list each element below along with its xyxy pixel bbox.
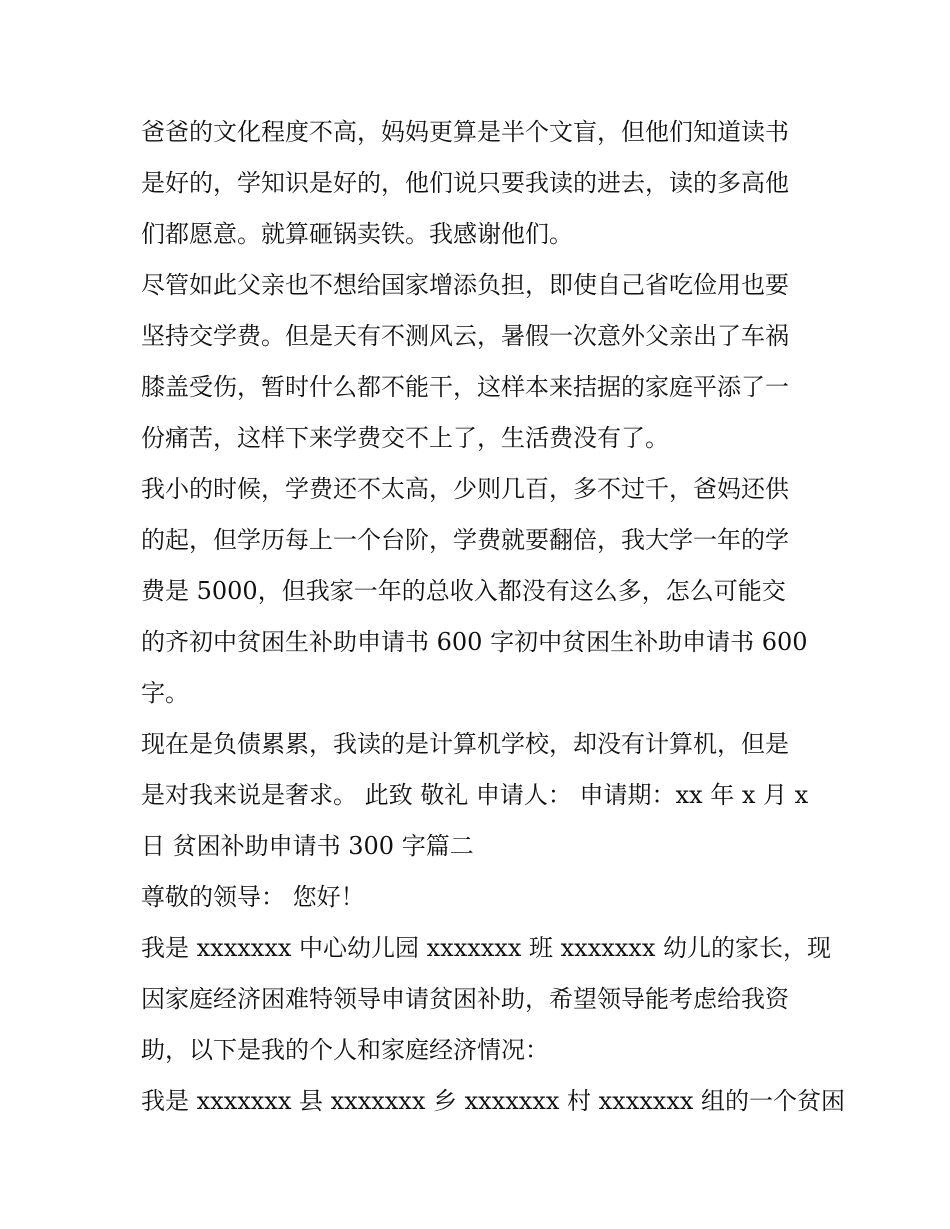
text-line: 份痛苦，这样下来学费交不上了，生活费没有了。 — [141, 424, 669, 452]
text-line: 的齐初中贫困生补助申请书 600 字初中贫困生补助申请书 600 — [141, 628, 808, 656]
text-line: 尊敬的领导： 您好！ — [141, 883, 365, 911]
text-line: 是对我来说是奢求。 此致 敬礼 申请人： 申请期：xx 年 x 月 x — [141, 781, 809, 809]
text-line: 的起，但学历每上一个台阶，学费就要翻倍，我大学一年的学 — [141, 526, 789, 554]
text-line: 日 贫困补助申请书 300 字篇二 — [141, 832, 474, 860]
text-line: 现在是负债累累，我读的是计算机学校，却没有计算机，但是 — [141, 730, 789, 758]
text-line: 因家庭经济困难特领导申请贫困补助，希望领导能考虑给我资 — [141, 985, 789, 1013]
text-line: 字。 — [141, 679, 189, 707]
text-line: 尽管如此父亲也不想给国家增添负担，即使自己省吃俭用也要 — [141, 271, 789, 299]
text-line: 我是 xxxxxxx 县 xxxxxxx 乡 xxxxxxx 村 xxxxxxx 组的一个贫困 — [141, 1087, 846, 1115]
text-line: 们都愿意。就算砸锅卖铁。我感谢他们。 — [141, 220, 573, 248]
text-line: 我是 xxxxxxx 中心幼儿园 xxxxxxx 班 xxxxxxx 幼儿的家长，现 — [141, 934, 832, 962]
text-line: 费是 5000，但我家一年的总收入都没有这么多，怎么可能交 — [141, 577, 786, 605]
text-line: 我小的时候，学费还不太高，少则几百，多不过千，爸妈还供 — [141, 475, 789, 503]
document-body — [141, 107, 846, 1127]
text-line: 是好的，学知识是好的，他们说只要我读的进去，读的多高他 — [141, 169, 789, 197]
text-line: 助，以下是我的个人和家庭经济情况： — [141, 1036, 549, 1064]
text-line: 膝盖受伤，暂时什么都不能干，这样本来拮据的家庭平添了一 — [141, 373, 789, 401]
text-line: 爸爸的文化程度不高，妈妈更算是半个文盲，但他们知道读书 — [141, 118, 789, 146]
text-line: 坚持交学费。但是天有不测风云，暑假一次意外父亲出了车祸 — [141, 322, 789, 350]
